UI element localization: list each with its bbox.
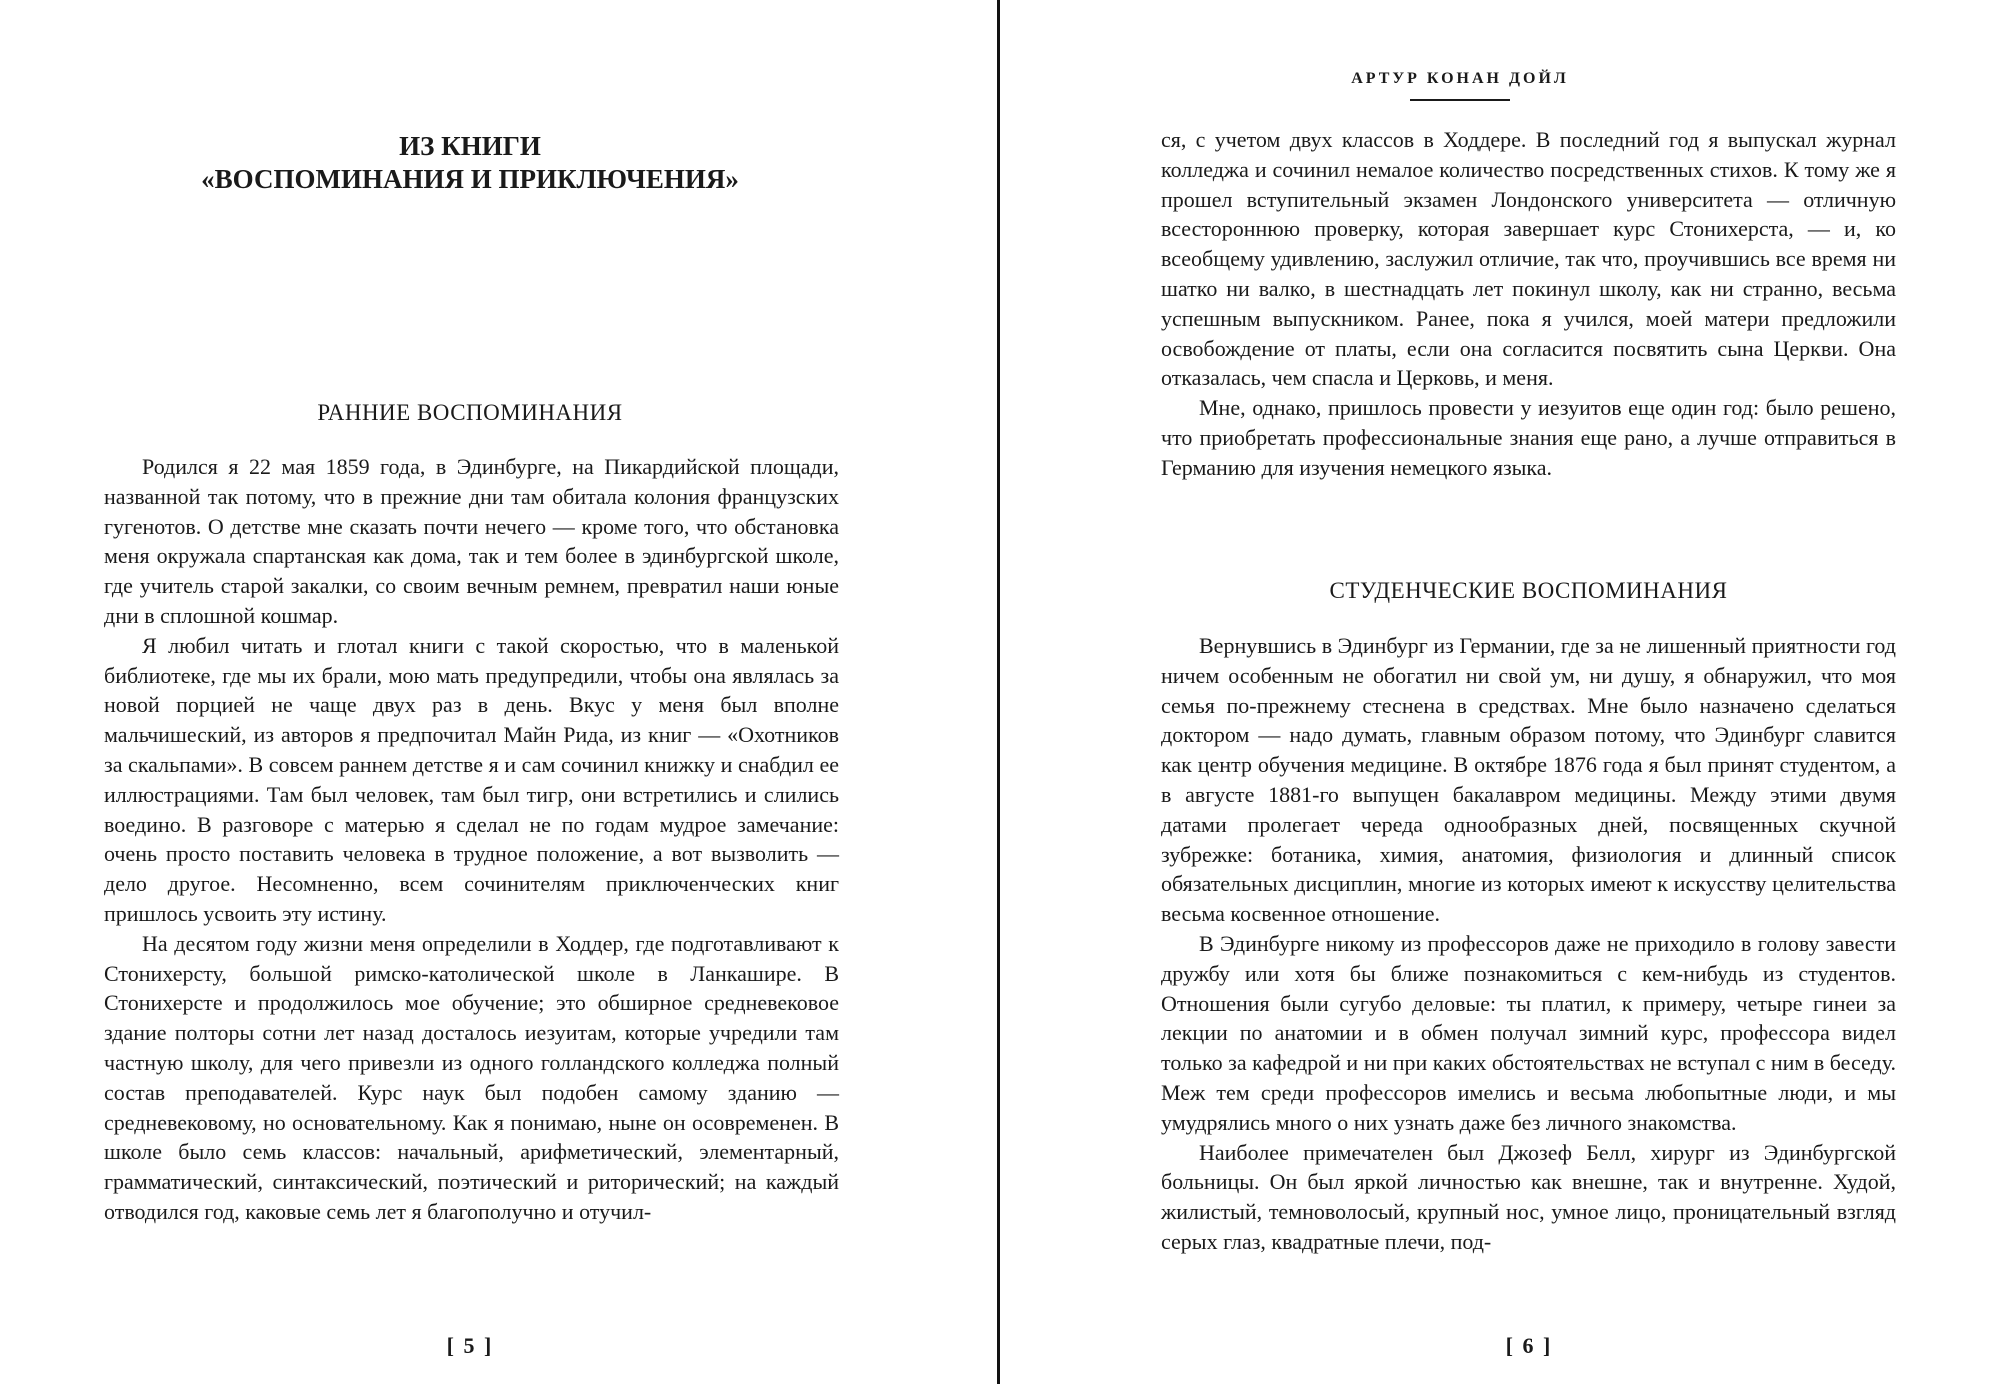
- right-page: [1000, 0, 1997, 1384]
- book-title: [100, 130, 840, 196]
- paragraph: ся, с учетом двух классов в Ходдере. В последний год я выпускал журнал колледжа и сочинил немалое количество посредственных стихов. К тому же я прошел вступительный экзамен Лондонского университета — отличную всестороннюю проверку, которая завершает курс Стонихерста, — и, ко всеобщему удивлению, заслужил отличие, так что, проучившись все время ни шатко ни валко, в шестнадцать лет покинул школу, как ни странно, весьма успешным выпускником. Ранее, пока я учился, моей матери предложили освобождение от платы, если она согласится посвятить сына Церкви. Она отказалась, чем спасла и Церковь, и меня.: [1161, 127, 1896, 391]
- book-title-line-1: ИЗ КНИГИ: [399, 131, 541, 161]
- paragraph: Наиболее примечателен был Джозеф Белл, хирург из Эдинбургской больницы. Он был яркой личностью как внешне, так и внутренне. Худой, жилистый, темноволосый, крупный нос, умное лицо, проницательный взгляд серых глаз, квадратные плечи, под-: [1161, 1139, 1896, 1254]
- page-number-left: [ 5 ]: [446, 1333, 494, 1358]
- paragraph: Мне, однако, пришлось провести у иезуитов еще один год: было решено, что приобретать профессиональные знания еще рано, а лучше отправиться в Германию для изучения немецкого языка.: [1161, 395, 1896, 480]
- chapter-title-early-memories: РАННИЕ ВОСПОМИНАНИЯ: [317, 400, 623, 425]
- paragraph: В Эдинбурге никому из профессоров даже не приходило в голову завести дружбу или хотя бы ближе познакомиться с кем-нибудь из студентов. Отношения были сугубо деловые: ты платил, к примеру, четыре гинеи за лекции по анатомии и в обмен получал зимний курс, профессора видел только за кафедрой и ни при каких обстоятельствах не вступал с ним в беседу. Меж тем среди профессоров имелись и весьма любопытные люди, и мы умудрялись много о них узнать даже без личного знакомства.: [1161, 930, 1896, 1135]
- paragraph: Вернувшись в Эдинбург из Германии, где за не лишенный приятности год ничем особенным не обогатил ни свой ум, ни душу, я обнаружил, что моя семья по-прежнему стеснена в средствах. Мне было назначено сделаться доктором — надо думать, главным образом потому, что Эдинбург славится как центр обучения медицине. В октябре 1876 года я был принят студентом, а в августе 1881-го выпущен бакалавром медицины. Между этими двумя датами пролегает череда однообразных дней, посвященных скучной зубрежке: ботаника, химия, анатомия, физиология и длинный список обязательных дисциплин, многие из которых имеют к искусству целительства весьма косвенное отношение.: [1161, 633, 1896, 927]
- running-head-rule: [1410, 99, 1510, 101]
- page-number-right: [ 6 ]: [1505, 1333, 1553, 1358]
- left-page: [0, 0, 997, 1384]
- left-page-body: [104, 452, 839, 1227]
- right-page-body-bottom: [1161, 631, 1896, 1257]
- paragraph: Родился я 22 мая 1859 года, в Эдинбурге, на Пикардийской площади, названной так потому, что в прежние дни там обитала колония французских гугенотов. О детстве мне сказать почти нечего — кроме того, что обстановка меня окружала спартанская как дома, так и тем более в эдинбургской школе, где учитель старой закалки, со своим вечным ремнем, превратил наши юные дни в сплошной кошмар.: [104, 454, 839, 628]
- chapter-title-student-memories: СТУДЕНЧЕСКИЕ ВОСПОМИНАНИЯ: [1329, 578, 1728, 603]
- paragraph: Я любил читать и глотал книги с такой скоростью, что в маленькой библиотеке, где мы их брали, мою мать предупредили, чтобы она являлась за новой порцией не чаще двух раз в день. Вкус у меня был вполне мальчишеский, из авторов я предпочитал Майн Рида, из книг — «Охотников за скальпами». В совсем раннем детстве я и сам сочинил книжку и снабдил ее иллюстрациями. Там был человек, там был тигр, они встретились и слились воедино. В разговоре с матерью я сделал не по годам мудрое замечание: очень просто поставить человека в трудное положение, а вот вызволить — дело другое. Несомненно, всем сочинителям приключенческих книг пришлось усвоить эту истину.: [104, 632, 839, 926]
- book-title-line-2: «ВОСПОМИНАНИЯ И ПРИКЛЮЧЕНИЯ»: [201, 164, 739, 194]
- paragraph: На десятом году жизни меня определили в Ходдер, где подготавливают к Стонихерсту, большой римско-католической школе в Ланкашире. В Стонихерсте и продолжилось мое обучение; это обширное средневековое здание полторы сотни лет назад досталось иезуитам, которые учредили там частную школу, для чего привезли из одного голландского колледжа полный состав преподавателей. Курс наук был подобен самому зданию — средневековому, но основательному. Как я понимаю, ныне он осовременен. В школе было семь классов: начальный, арифметический, элементарный, грамматический, синтаксический, поэтический и риторический; на каждый отводился год, каковые семь лет я благополучно и отучил-: [104, 930, 839, 1224]
- running-head-author: АРТУР КОНАН ДОЙЛ: [1351, 70, 1569, 87]
- right-page-body-top: [1161, 125, 1896, 483]
